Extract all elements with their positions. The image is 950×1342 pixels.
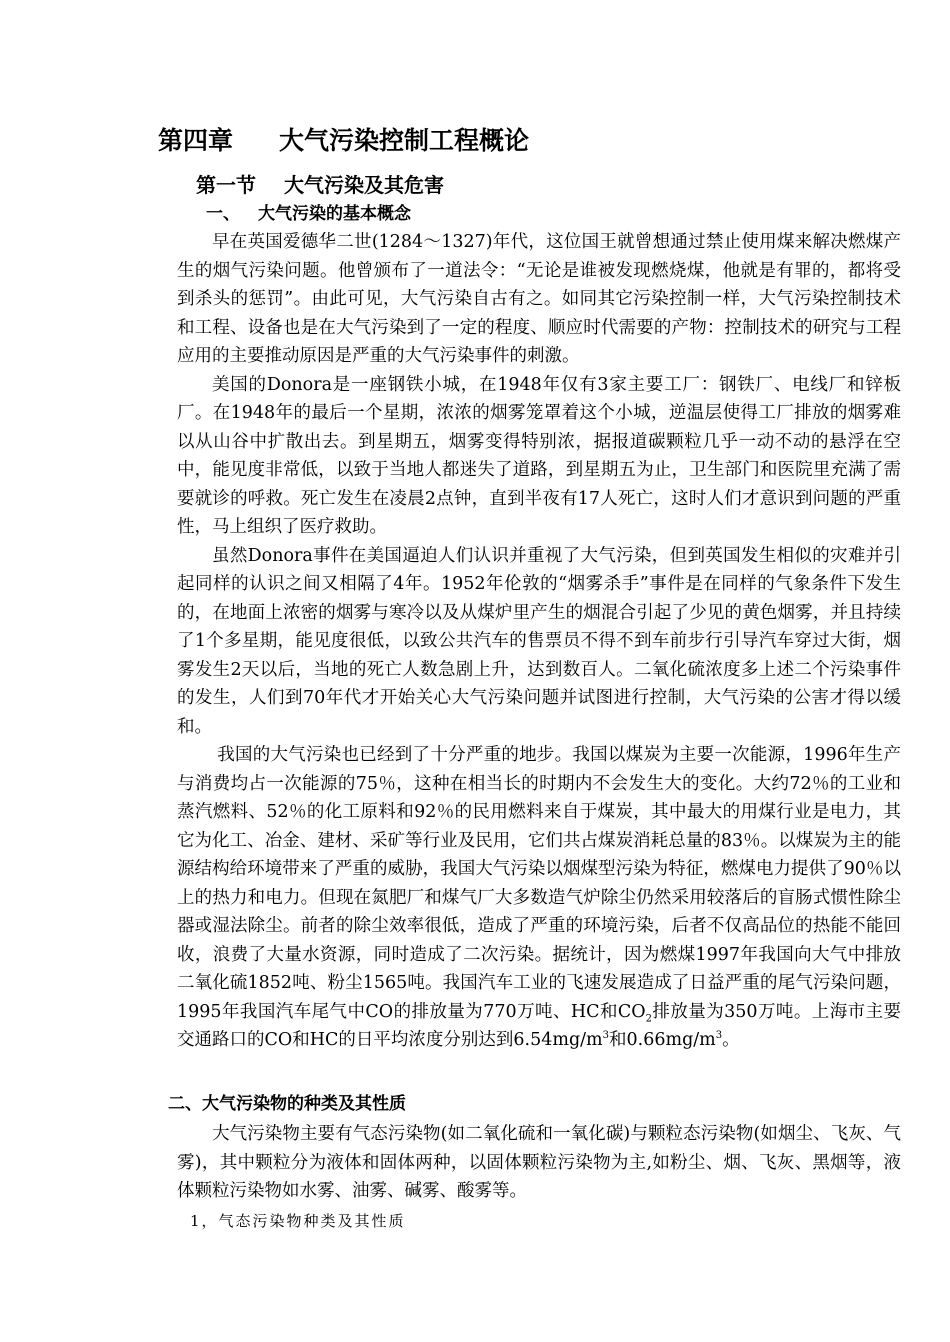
- paragraph-2: 美国的Donora是一座钢铁小城，在1948年仅有3家主要工厂：钢铁厂、电线厂和锌板厂。在1948年的最后一个星期，浓浓的烟雾笼罩着这个小城，逆温层使得工厂排放的烟雾难以从山谷中扩散出去。到星期五，烟雾变得特别浓，据报道碳颗粒几乎一动不动的悬浮在空中，能见度非常低，以致于当地人都迷失了道路，到星期五为止，卫生部门和医院里充满了需要就诊的呼救。死亡发生在凌晨2点钟，直到半夜有17人死亡，这时人们才意识到问题的严重性，马上组织了医疗救助。: [177, 374, 901, 537]
- paragraph-1: 早在英国爱德华二世(1284～1327)年代，这位国王就曾想通过禁止使用煤来解决燃煤产生的烟气污染问题。他曾颁布了一道法令：“无论是谁被发现燃烧煤，他就是有罪的，都将受到杀头的惩罚”。由此可见，大气污染自古有之。如同其它污染控制一样，大气污染控制技术和工程、设备也是在大气污染到了一定的程度、顺应时代需要的产物：控制技术的研究与工程应用的主要推动原因是严重的大气污染事件的刺激。: [177, 232, 901, 366]
- paragraph-5: 大气污染物主要有气态污染物(如二氧化硫和一氧化碳)与颗粒态污染物(如烟尘、飞灰、气雾)，其中颗粒分为液体和固体两种，以固体颗粒污染物为主,如粉尘、烟、飞灰、黑烟等，液体颗粒污染物如水雾、油雾、碱雾、酸雾等。: [177, 1124, 901, 1201]
- paragraph-3: 虽然Donora事件在美国逼迫人们认识并重视了大气污染，但到英国发生相似的灾难并引起同样的认识之间又相隔了4年。1952年伦敦的“烟雾杀手”事件是在同样的气象条件下发生的，在地面上浓密的烟雾与寒冷以及从煤炉里产生的烟混合引起了少见的黄色烟雾，并且持续了1个多星期，能见度很低，以致公共汽车的售票员不得不到车前步行引导汽车穿过大街，烟雾发生2天以后，当地的死亡人数急剧上升，达到数百人。二氧化硫浓度多上述二个污染事件的发生，人们到70年代才开始关心大气污染问题并试图进行控制，大气污染的公害才得以缓和。: [177, 545, 901, 737]
- section-label: 第一节: [196, 173, 256, 197]
- subsection-1-title: 大气污染的基本概念: [258, 204, 411, 224]
- superscript-3a: 3: [602, 1030, 610, 1042]
- paragraph-4-part-2: 排放量为350万吨。上海市主要交通路口的CO和HC的日平均浓度分别达到6.54mg/m: [177, 1001, 902, 1050]
- body-text-1: [177, 228, 901, 1055]
- chapter-label: 第四章: [158, 126, 234, 155]
- subscript-2: 2: [645, 1013, 652, 1024]
- subsection-1-label: 一、: [206, 204, 240, 224]
- chapter-title: 大气污染控制工程概论: [279, 126, 530, 155]
- paragraph-4: [177, 741, 901, 1055]
- chapter-heading: [158, 124, 529, 158]
- body-text-2: [177, 1120, 901, 1206]
- paragraph-4-part-3: 和0.66mg/m: [609, 1030, 716, 1050]
- paragraph-4-part-1: 我国的大气污染也已经到了十分严重的地步。我国以煤炭为主要一次能源，1996年生产与消费均占一次能源的75％，这种在相当长的时期内不会发生大的变化。大约72％的工业和蒸汽燃料、52％的化工原料和92％的民用燃料来自于煤炭，其中最大的用煤行业是电力，其它为化工、冶金、建材、采矿等行业及民用，它们共占煤炭消耗总量的83％。以煤炭为主的能源结构给环境带来了严重的威胁，我国大气污染以烟煤型污染为特征，燃煤电力提供了90％以上的热力和电力。但现在氮肥厂和煤气厂大多数造气炉除尘仍然采用较落后的盲肠式惯性除尘器或湿法除尘。前者的除尘效率很低，造成了严重的环境污染，后者不仅高品位的热能不能回收，浪费了大量水资源，同时造成了二次污染。据统计，因为燃煤1997年我国向大气中排放二氧化硫1852吨、粉尘1565吨。我国汽车工业的飞速发展造成了日益严重的尾气污染问题，1995年我国汽车尾气中CO的排放量为770万吨、HC和CO: [177, 745, 901, 1022]
- section-heading: [196, 171, 444, 199]
- superscript-3b: 3: [715, 1030, 723, 1042]
- subsection-heading-1: [206, 202, 411, 226]
- subsection-heading-3: 1，气态污染物种类及其性质: [190, 1212, 406, 1230]
- subsection-heading-2: 二、大气污染物的种类及其性质: [168, 1094, 406, 1114]
- section-title: 大气污染及其危害: [284, 173, 444, 197]
- paragraph-4-part-4: 。: [722, 1030, 740, 1050]
